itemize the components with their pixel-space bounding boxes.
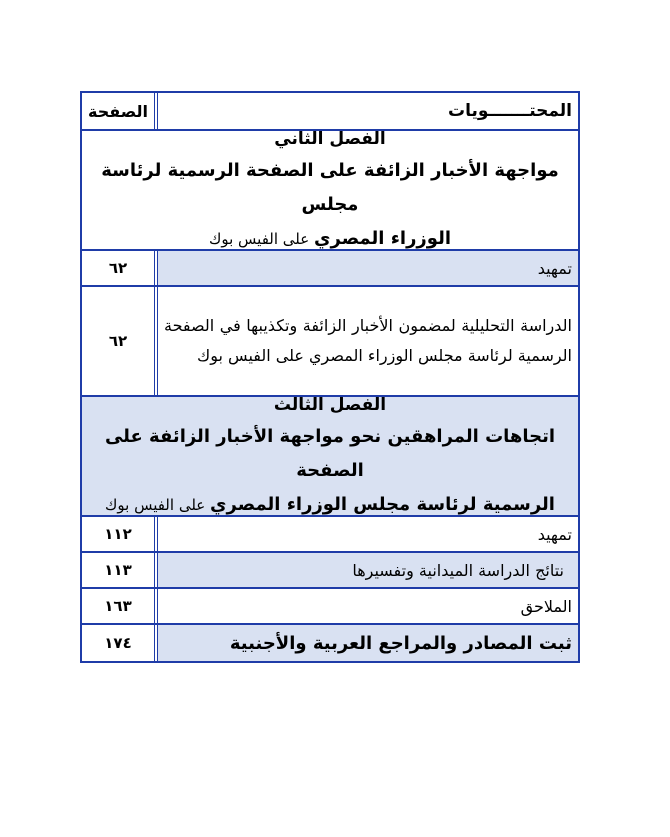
toc-row-title: تمهيد <box>158 251 578 285</box>
toc-row <box>82 287 578 397</box>
chapter-three-heading <box>82 397 578 517</box>
contents-heading: المحتـــــــويات <box>158 93 578 129</box>
toc-row-page: ٦٢ <box>82 287 158 395</box>
toc-row-title: نتائج الدراسة الميدانية وتفسيرها <box>158 553 578 587</box>
toc-row-page: ١١٢ <box>82 517 158 551</box>
toc-row-title: تمهيد <box>158 517 578 551</box>
chapter-two-title-plain: على الفيس بوك <box>209 230 314 248</box>
toc-row-title: ثبت المصادر والمراجع العربية والأجنبية <box>158 625 578 661</box>
toc-row <box>82 625 578 661</box>
toc-row <box>82 517 578 553</box>
toc-row <box>82 553 578 589</box>
chapter-two-title-line1: مواجهة الأخبار الزائفة على الصفحة الرسمية لرئاسة مجلس <box>101 160 559 215</box>
toc-row-page: ٦٢ <box>82 251 158 285</box>
toc-row <box>82 589 578 625</box>
chapter-three-title-bold: الرسمية لرئاسة مجلس الوزراء المصري <box>210 494 555 515</box>
chapter-two-title-bold: الوزراء المصري <box>314 228 452 249</box>
toc-row-title: الدراسة التحليلية لمضمون الأخبار الزائفة وتكذيبها في الصفحة الرسمية لرئاسة مجلس الوزراء المصري على الفيس بوك <box>158 287 578 395</box>
toc-row-page: ١٦٣ <box>82 589 158 623</box>
table-of-contents <box>80 91 580 663</box>
chapter-three-title-plain: على الفيس بوك <box>105 496 211 514</box>
chapter-two-number: الفصل الثاني <box>274 129 386 149</box>
toc-row-page: ١٧٤ <box>82 625 158 661</box>
toc-row-page: ١١٣ <box>82 553 158 587</box>
chapter-three-number: الفصل الثالث <box>273 395 387 415</box>
chapter-three-title-line1: اتجاهات المراهقين نحو مواجهة الأخبار الزائفة على الصفحة <box>104 426 556 481</box>
chapter-two-heading <box>82 131 578 251</box>
toc-row-title: الملاحق <box>158 589 578 623</box>
page-heading: الصفحة <box>82 93 158 129</box>
toc-row <box>82 251 578 287</box>
